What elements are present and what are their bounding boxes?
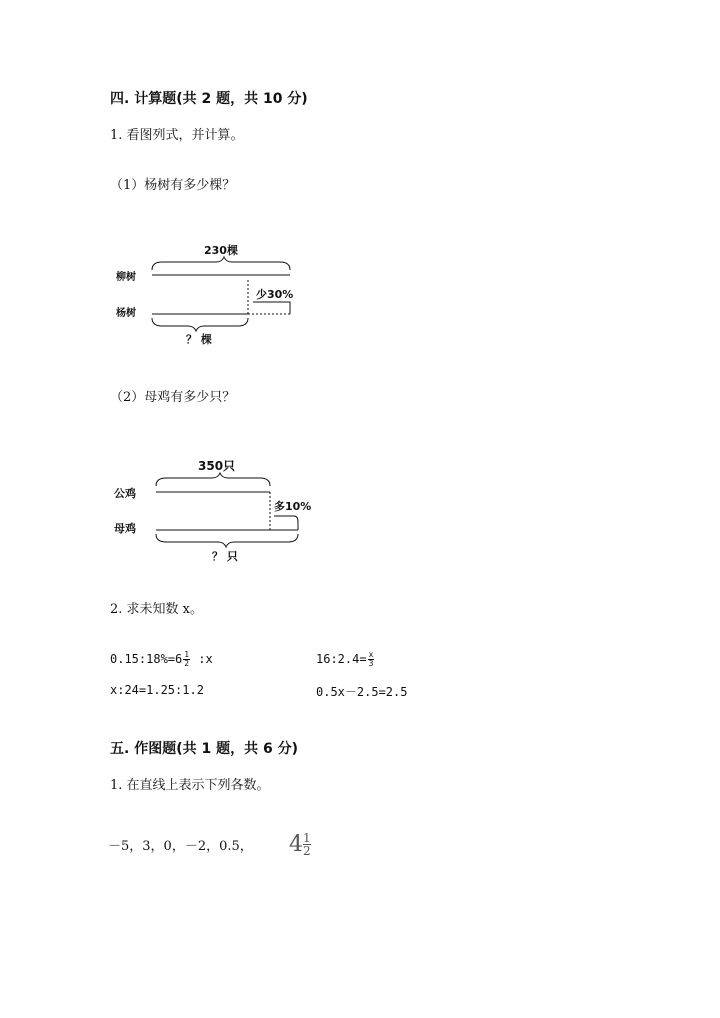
equation-1 (110, 651, 213, 668)
diagram-chickens-bottom-brace (156, 534, 298, 547)
equation-3: x:24=1.25:1.2 (110, 683, 204, 697)
equation-1-frac-den: 2 (184, 659, 190, 668)
equation-2-frac-num: x (368, 650, 374, 659)
section-5-title: 五. 作图题(共 1 题，共 6 分) (110, 741, 298, 757)
equation-1-right: :x (191, 652, 213, 666)
diagram-trees-bottom-label: ？ 棵 (186, 333, 212, 346)
equation-2-left: 16:2.4= (316, 652, 367, 666)
equation-1-frac-num: 1 (184, 650, 190, 659)
question-2-prompt: 2. 求未知数 x。 (110, 602, 203, 617)
section-4-title: 四. 计算题(共 2 题，共 10 分) (110, 91, 308, 107)
number-list (108, 832, 311, 857)
diagram-chickens-row2-label: 母鸡 (114, 522, 136, 535)
equation-1-fraction (183, 651, 190, 668)
diagram-chickens-bottom-label: ？ 只 (212, 550, 238, 563)
equation-2-fraction (368, 651, 375, 668)
section-5-question-1-prompt: 1. 在直线上表示下列各数。 (110, 778, 270, 793)
mixed-number-fraction (303, 832, 311, 857)
diagram-trees-bottom-brace (152, 318, 248, 331)
diagram-trees-diff-label: 少30% (256, 288, 294, 301)
diagram-trees-row2-label: 杨树 (116, 308, 136, 319)
diagram-trees (108, 238, 308, 348)
equation-2-frac-den: 3 (368, 659, 374, 668)
diagram-chickens (108, 452, 323, 567)
diagram-trees-row1-label: 柳树 (116, 272, 136, 283)
diagram-chickens-diff-brace (274, 516, 298, 530)
question-1-prompt: 1. 看图列式，并计算。 (110, 128, 244, 143)
diagram-chickens-diff-label: 多10% (274, 500, 312, 513)
mixed-number-whole: 4 (288, 832, 303, 857)
diagram-trees-top-brace (152, 257, 290, 270)
diagram-chickens-top-label: 350只 (198, 459, 236, 473)
diagram-chickens-row1-label: 公鸡 (114, 487, 136, 500)
mixed-number-num: 1 (302, 831, 311, 845)
diagram-trees-diff-brace (253, 302, 290, 314)
diagram-trees-top-label: 230棵 (204, 244, 238, 257)
part-2-question: （2）母鸡有多少只？ (110, 390, 236, 405)
number-list-values: －5，3，0，－2，0.5， (108, 839, 253, 854)
equation-4: 0.5x－2.5=2.5 (316, 685, 408, 699)
mixed-number-den: 2 (302, 844, 311, 858)
equation-2 (316, 651, 375, 668)
diagram-chickens-top-brace (156, 473, 270, 486)
equation-1-left: 0.15:18%=6 (110, 652, 183, 666)
part-1-question: （1）杨树有多少棵？ (110, 178, 236, 193)
